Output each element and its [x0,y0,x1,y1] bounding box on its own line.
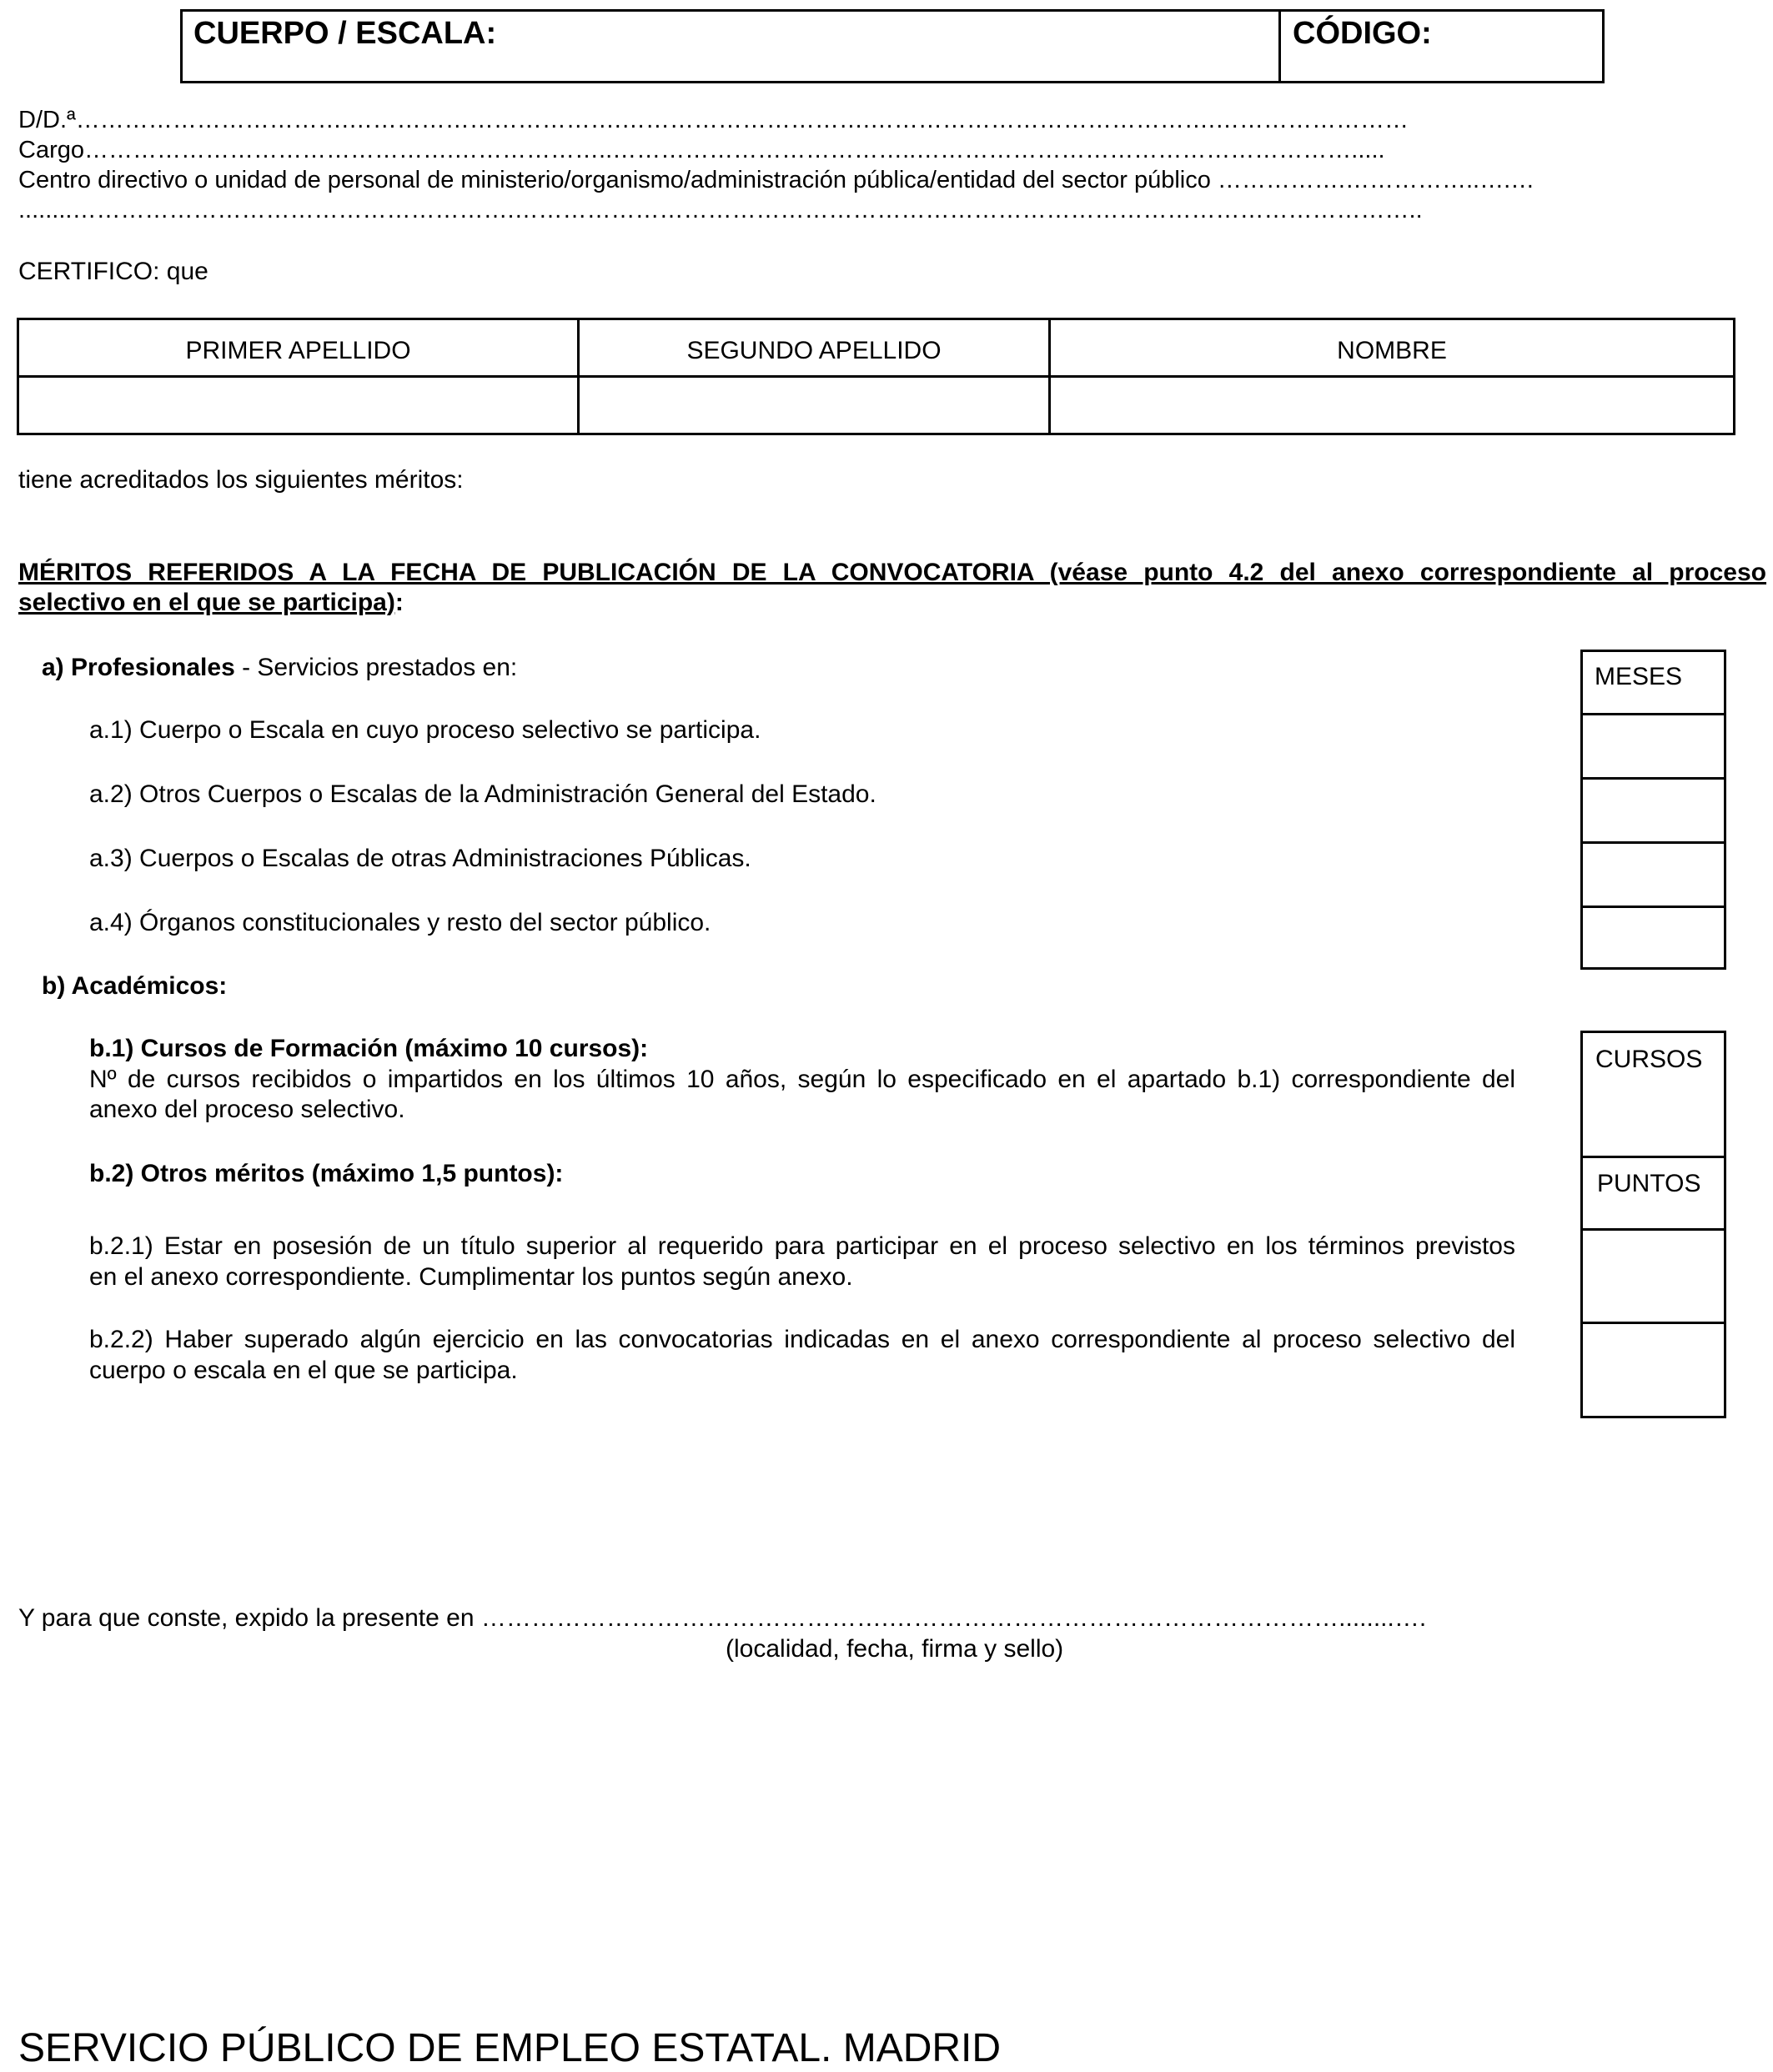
meritos-title-line-1: MÉRITOS REFERIDOS A LA FECHA DE PUBLICACIÓN DE LA CONVOCATORIA (véase punto 4.2 del anexo correspondiente al proceso [18,559,1766,586]
acreditados-text: tiene acreditados los siguientes méritos: [18,466,464,494]
b1-text-line-2: anexo del proceso selectivo. [89,1096,405,1123]
b2-title: b.2) Otros méritos (máximo 1,5 puntos): [89,1160,564,1187]
b21-text-line-2: en el anexo correspondiente. Cumplimentar los puntos según anexo. [89,1263,853,1291]
segundo-apellido-field[interactable] [580,378,1048,433]
primer-apellido-field[interactable] [19,378,577,433]
localidad-fecha-caption: (localidad, fecha, firma y sello) [726,1635,1064,1663]
meritos-title-line-2 [18,588,404,618]
section-b-heading: b) Académicos: [42,972,228,1000]
meses-header: MESES [1595,663,1683,690]
cargo-field[interactable]: Cargo……………………………………….………………..………………………………..………………………………………………..... [18,137,1385,163]
organismo-footer: SERVICIO PÚBLICO DE EMPLEO ESTATAL. MADRID [18,2026,1002,2070]
puntos-b22-field[interactable] [1583,1324,1724,1416]
dd-field[interactable]: D/D.ª…………………………….…………………………….………………………….…………………………………….…………………… [18,107,1409,133]
cuerpo-escala-label: CUERPO / ESCALA: [193,16,497,51]
section-a-heading [42,653,517,683]
codigo-label: CÓDIGO: [1293,16,1432,51]
cursos-puntos-divider [1580,1156,1726,1158]
nombre-field[interactable] [1051,378,1733,433]
section-a-label: a) Profesionales [42,654,235,681]
codigo-field[interactable] [1434,12,1601,81]
item-a3: a.3) Cuerpos o Escalas de otras Administraciones Públicas. [89,845,751,872]
meses-a3-field[interactable] [1583,844,1724,906]
puntos-label: PUNTOS [1597,1170,1701,1197]
centro-field-line-2[interactable]: ........……………………………………………….………………………………………………………………………………………………….. [18,197,1423,223]
cursos-label: CURSOS [1595,1046,1703,1073]
certifico-text: CERTIFICO: que [18,258,208,285]
meritos-title-colon: : [394,589,404,616]
b22-text-line-1: b.2.2) Haber superado algún ejercicio en las convocatorias indicadas en el anexo correspondiente al proceso selectivo del [89,1326,1515,1353]
header-segundo-apellido: SEGUNDO APELLIDO [686,337,942,364]
header-nombre: NOMBRE [1337,337,1447,364]
meses-a2-field[interactable] [1583,780,1724,841]
b1-title: b.1) Cursos de Formación (máximo 10 cursos): [89,1035,649,1062]
section-a-rest: - Servicios prestados en: [234,654,518,681]
b1-text-line-1: Nº de cursos recibidos o impartidos en los últimos 10 años, según lo especificado en el apartado b.1) correspondiente del [89,1066,1515,1093]
cuerpo-escala-field[interactable] [467,12,1274,81]
item-a4: a.4) Órganos constitucionales y resto del sector público. [89,909,711,936]
meses-a1-field[interactable] [1583,715,1724,777]
item-a2: a.2) Otros Cuerpos o Escalas de la Administración General del Estado. [89,780,876,808]
meritos-title-part-2: selectivo en el que se participa) [18,589,395,616]
cuerpo-codigo-divider [1278,9,1281,83]
b22-text-line-2: cuerpo o escala en el que se participa. [89,1357,518,1384]
item-a1: a.1) Cuerpo o Escala en cuyo proceso selectivo se participa. [89,716,761,744]
puntos-b21-field[interactable] [1583,1231,1724,1322]
header-primer-apellido: PRIMER APELLIDO [185,337,411,364]
meses-a4-field[interactable] [1583,908,1724,967]
expido-line[interactable]: Y para que conste, expido la presente en ………………………………………….………………………………………………........…. [18,1604,1427,1632]
centro-field-line-1[interactable]: Centro directivo o unidad de personal de ministerio/organismo/administración pública/entidad del sector público …………….……………..….… [18,167,1535,193]
b21-text-line-1: b.2.1) Estar en posesión de un título superior al requerido para participar en el proceso selectivo en los términos previstos [89,1232,1515,1260]
cursos-field[interactable] [1583,1077,1724,1154]
